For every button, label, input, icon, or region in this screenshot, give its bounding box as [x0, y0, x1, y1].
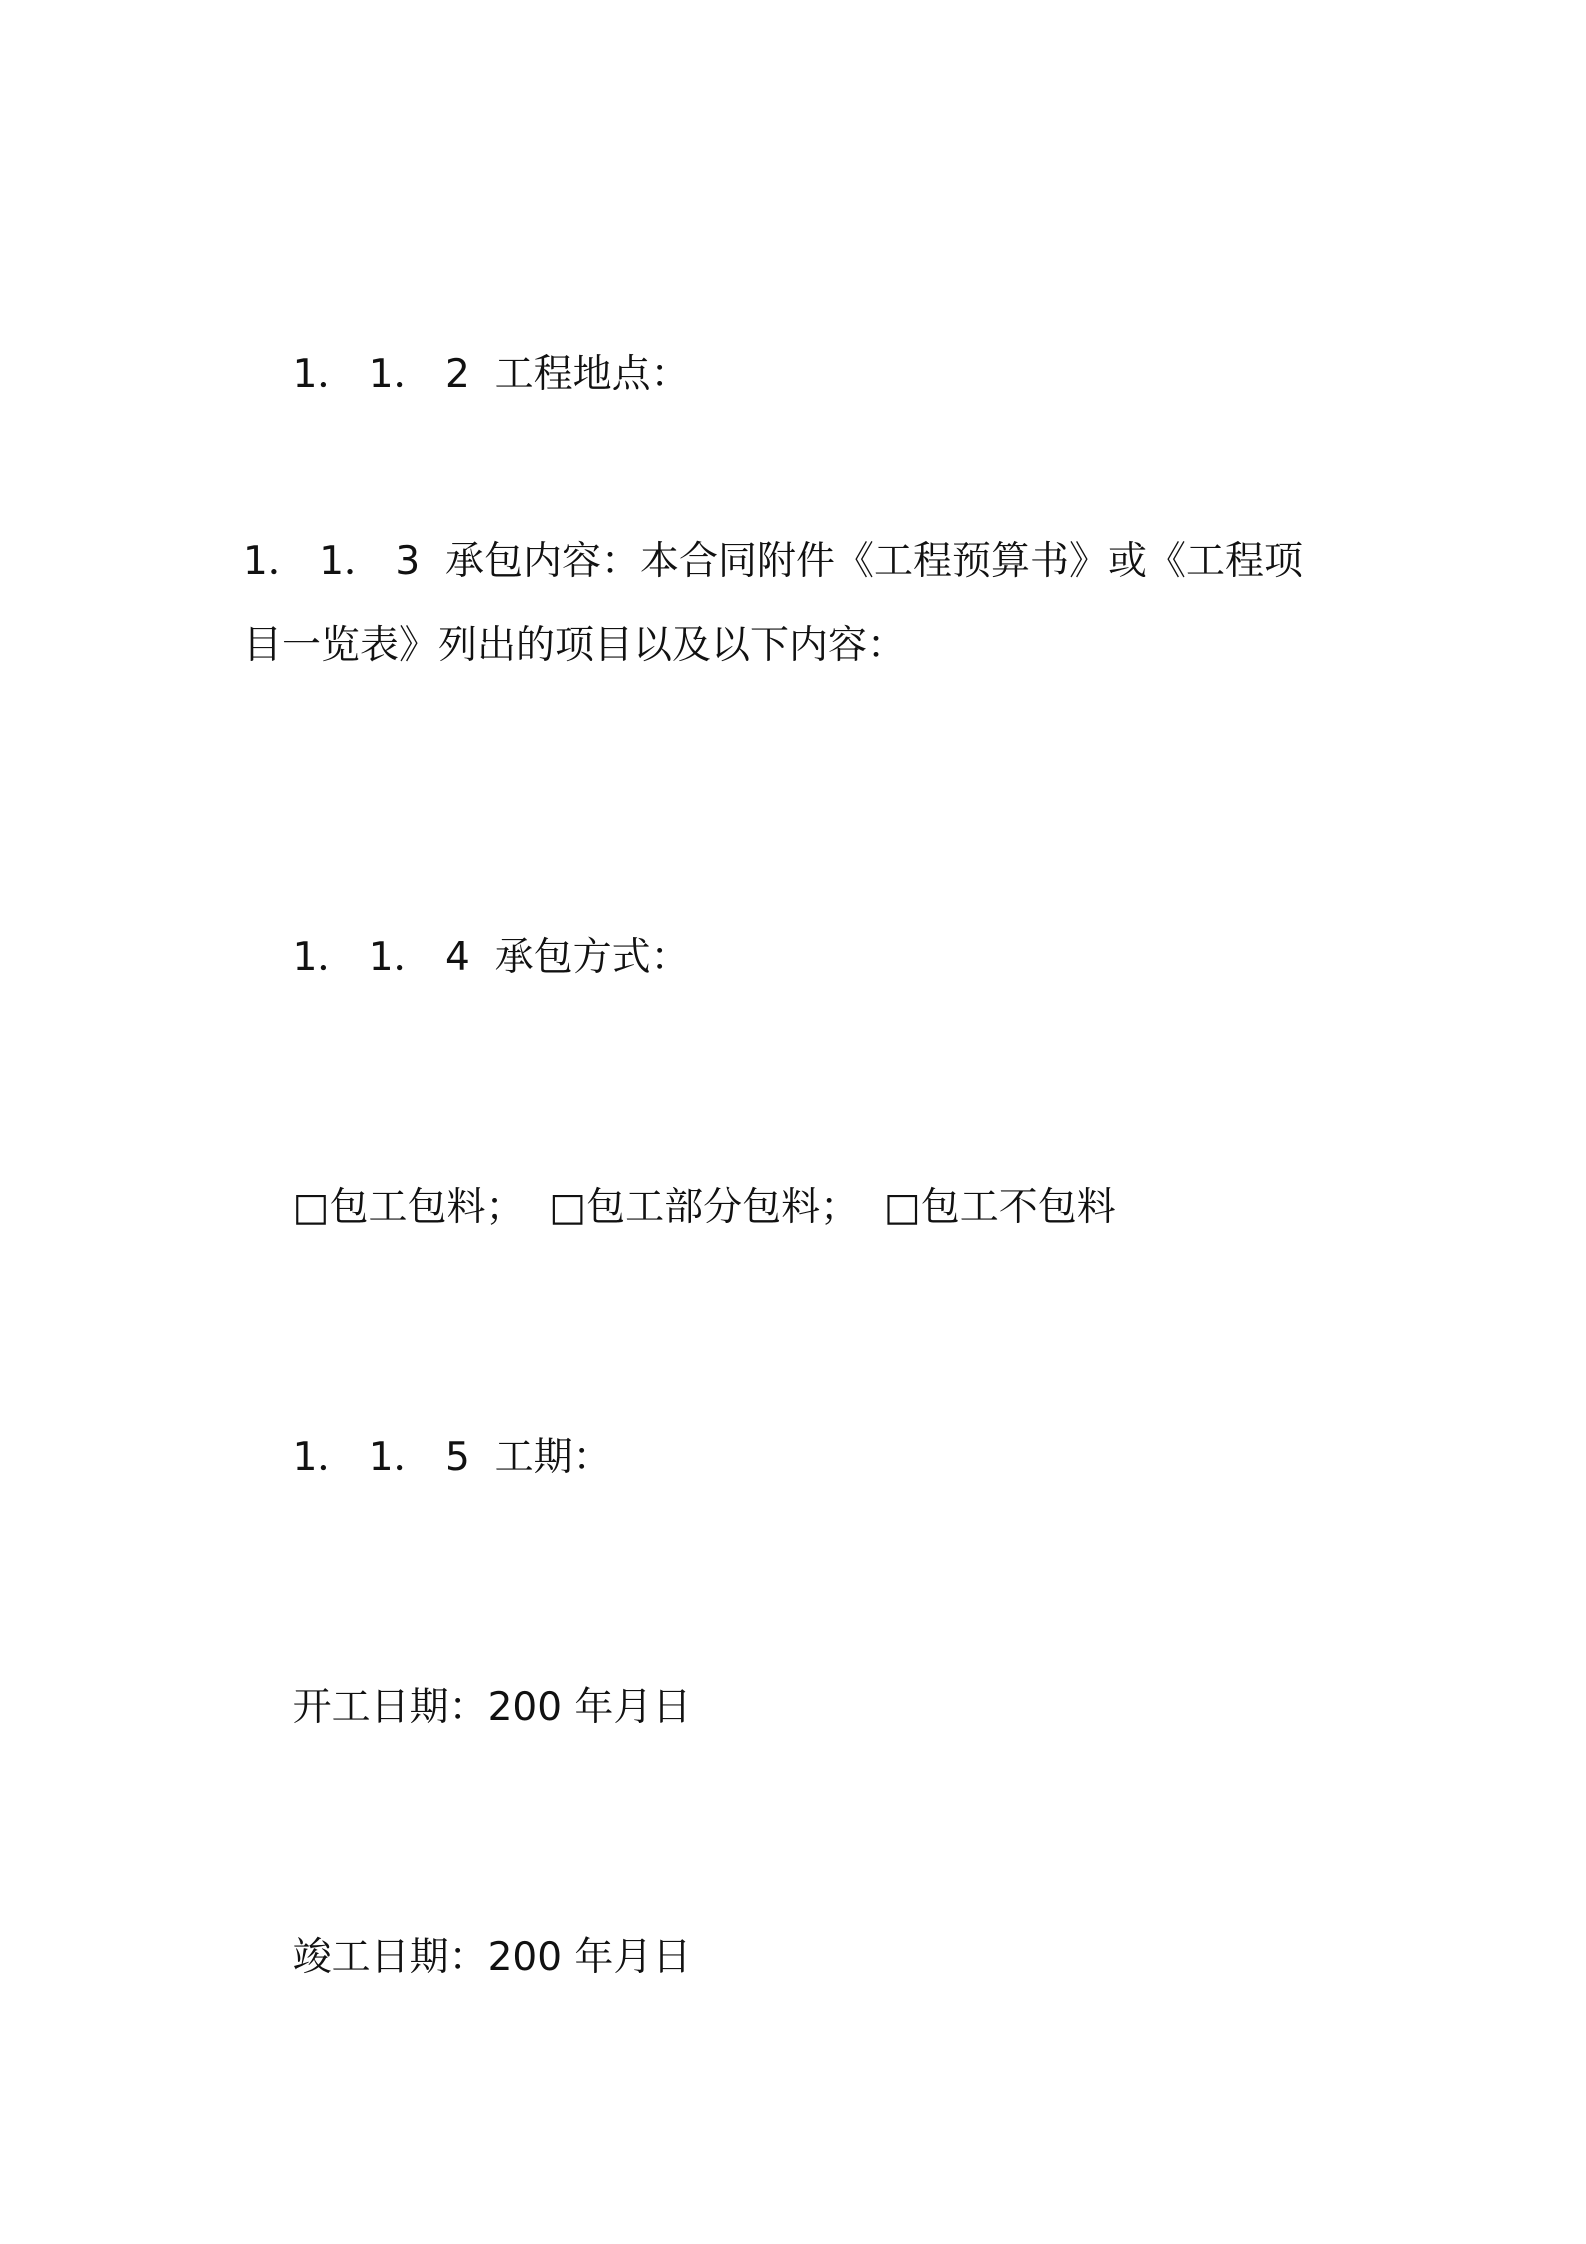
clause-text: 工期：	[494, 1435, 612, 1480]
clause-number: 1． 1． 2	[292, 352, 470, 397]
clause-1-1-2	[243, 285, 690, 465]
clause-text: 承包内容：本合同附件《工程预算书》或《工程项	[445, 539, 1304, 584]
clause-1-1-5	[243, 1368, 612, 1548]
clause-number: 1． 1． 3	[243, 539, 421, 584]
option-labor-only[interactable]: □包工不包料	[883, 1185, 1116, 1230]
clause-text: 工程地点：	[494, 352, 690, 397]
contract-mode-options	[243, 1118, 1116, 1298]
clause-number: 1． 1． 5	[292, 1435, 470, 1480]
clause-first-line	[243, 520, 1363, 604]
start-date	[243, 1618, 691, 1798]
clause-number: 1． 1． 4	[292, 935, 470, 980]
option-labor-and-materials[interactable]: □包工包料；	[292, 1185, 525, 1230]
start-date-text: 开工日期：200 年月日	[292, 1685, 692, 1730]
clause-1-1-4	[243, 868, 690, 1048]
completion-date-text: 竣工日期：200 年月日	[292, 1935, 692, 1980]
option-labor-partial-materials[interactable]: □包工部分包料；	[549, 1185, 860, 1230]
clause-continuation: 目一览表》列出的项目以及以下内容：	[243, 623, 907, 668]
clause-1-1-3	[243, 520, 1363, 688]
completion-date	[243, 1868, 691, 2048]
clause-text: 承包方式：	[494, 935, 690, 980]
